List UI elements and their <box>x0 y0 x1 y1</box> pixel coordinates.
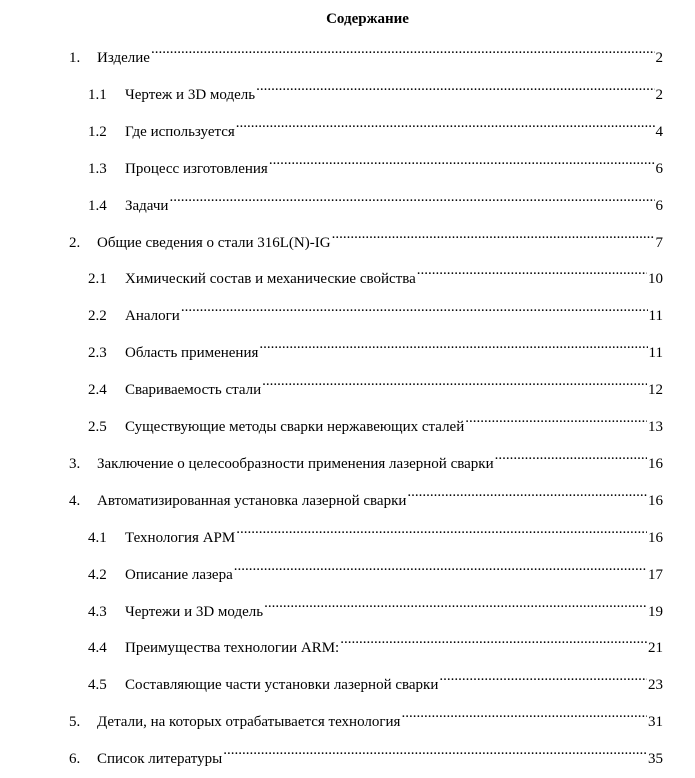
toc-entry-number: 4.2 <box>88 566 107 583</box>
toc-entry[interactable] <box>88 632 663 657</box>
toc-entry-label: Химический состав и механические свойства <box>125 271 416 288</box>
toc-entry-number: 2.5 <box>88 419 107 435</box>
toc-entry[interactable] <box>88 522 663 546</box>
toc-dot-leader <box>262 374 647 394</box>
toc-entry-page-number: 16 <box>648 529 663 546</box>
toc-entry-number: 5. <box>69 714 81 731</box>
toc-entry[interactable] <box>69 227 663 251</box>
toc-dot-leader <box>223 743 647 763</box>
toc-entry-label: Технология АРМ <box>125 529 236 546</box>
toc-entry-page-number: 35 <box>648 751 663 768</box>
toc-entry-number: 2.3 <box>88 345 107 362</box>
toc-dot-leader <box>181 300 648 320</box>
toc-entry-number: 2. <box>69 234 81 251</box>
toc-entry[interactable] <box>69 448 663 472</box>
toc-dot-leader <box>465 411 647 431</box>
toc-entry[interactable] <box>88 337 663 362</box>
toc-entry-number: 1.4 <box>88 197 107 214</box>
toc-entry-label: Аналоги <box>125 308 180 325</box>
toc-entry[interactable] <box>88 559 663 583</box>
toc-entry-page-number: 2 <box>655 50 663 66</box>
toc-entry[interactable] <box>88 153 663 177</box>
toc-entry-page-number: 4 <box>655 123 663 140</box>
toc-entry-number: 1.3 <box>88 160 107 177</box>
toc-entry-number: 1.1 <box>88 86 107 103</box>
toc-entry-page-number: 21 <box>648 640 663 657</box>
toc-dot-leader <box>340 632 647 652</box>
toc-entry-number: 2.4 <box>88 382 107 399</box>
toc-entry-label: Заключение о целесообразности применения лазерной сварки <box>97 455 494 472</box>
toc-dot-leader <box>417 263 647 283</box>
toc-entry-number: 1.2 <box>88 123 107 140</box>
toc-entry-page-number: 13 <box>648 419 663 435</box>
toc-entry[interactable] <box>88 411 663 435</box>
toc-entry-page-number: 19 <box>648 603 663 620</box>
toc-entry-number: 4. <box>69 492 81 509</box>
toc-entry[interactable] <box>88 669 663 694</box>
toc-entry-label: Изделие <box>97 50 150 66</box>
toc-entry-page-number: 2 <box>655 86 663 103</box>
toc-entry-page-number: 6 <box>655 197 663 214</box>
toc-entry-number: 6. <box>69 751 81 768</box>
toc-entry[interactable] <box>88 374 663 399</box>
toc-entry-page-number: 17 <box>648 566 663 583</box>
toc-dot-leader <box>169 190 654 210</box>
toc-entry-page-number: 12 <box>648 382 663 399</box>
toc-entry-label: Чертеж и 3D модель <box>125 86 256 103</box>
toc-entry-number: 1. <box>69 50 81 66</box>
toc-entry-label: Процесс изготовления <box>125 160 268 177</box>
toc-dot-leader <box>234 559 647 579</box>
toc-dot-leader <box>495 448 647 468</box>
toc-dot-leader <box>256 79 654 99</box>
toc-entry-page-number: 16 <box>648 455 663 472</box>
toc-entry-page-number: 11 <box>648 308 663 325</box>
toc-entry-label: Существующие методы сварки нержавеющих сталей <box>125 419 465 435</box>
toc-entry-number: 4.1 <box>88 529 107 546</box>
toc-entry-label: Где используется <box>125 123 235 140</box>
toc-dot-leader <box>236 522 647 542</box>
toc-entry-label: Задачи <box>125 197 169 214</box>
toc-entry[interactable] <box>88 596 663 620</box>
toc-entry[interactable] <box>88 300 663 325</box>
toc-entry-number: 4.3 <box>88 603 107 620</box>
toc-dot-leader <box>264 596 647 616</box>
toc-dot-leader <box>439 669 647 689</box>
toc-entry-page-number: 7 <box>655 234 663 251</box>
toc-entry-number: 4.4 <box>88 640 107 657</box>
toc-entry-label: Общие сведения о стали 316L(N)-IG <box>97 234 331 251</box>
toc-entry-label: Составляющие части установки лазерной сварки <box>125 677 439 694</box>
toc-entry-label: Чертежи и 3D модель <box>125 603 264 620</box>
toc-dot-leader <box>332 227 655 247</box>
toc-entry-number: 3. <box>69 455 81 472</box>
toc-entry-label: Преимущества технологии ARM: <box>125 640 340 657</box>
toc-entry-label: Область применения <box>125 345 259 362</box>
toc-entry-label: Свариваемость стали <box>125 382 262 399</box>
toc-entry[interactable] <box>69 485 663 509</box>
toc-entry-page-number: 31 <box>648 714 663 731</box>
toc-entry[interactable] <box>88 190 663 214</box>
toc-entry-number: 2.1 <box>88 271 107 288</box>
toc-entry-label: Детали, на которых отрабатывается технология <box>97 714 401 731</box>
toc-entry[interactable] <box>88 263 663 288</box>
toc-entry[interactable] <box>88 79 663 103</box>
toc-title: Содержание <box>326 11 409 27</box>
toc-dot-leader <box>151 42 655 62</box>
toc-entry-label: Автоматизированная установка лазерной сварки <box>97 492 407 509</box>
toc-dot-leader <box>259 337 647 357</box>
toc-dot-leader <box>401 706 647 726</box>
toc-entry[interactable] <box>69 706 663 731</box>
toc-entry-page-number: 23 <box>648 677 663 694</box>
toc-dot-leader <box>236 116 655 136</box>
toc-dot-leader <box>407 485 647 505</box>
toc-entry-page-number: 11 <box>648 345 663 362</box>
toc-entry-label: Описание лазера <box>125 566 233 583</box>
toc-entry[interactable] <box>88 116 663 140</box>
toc-entry[interactable] <box>69 42 663 66</box>
toc-entry[interactable] <box>69 743 663 768</box>
toc-entry-page-number: 16 <box>648 492 663 509</box>
toc-entry-number: 4.5 <box>88 677 107 694</box>
toc-entry-page-number: 10 <box>648 271 663 288</box>
toc-entry-page-number: 6 <box>655 160 663 177</box>
toc-entry-number: 2.2 <box>88 308 107 325</box>
toc-entry-label: Список литературы <box>97 751 223 768</box>
toc-dot-leader <box>269 153 655 173</box>
